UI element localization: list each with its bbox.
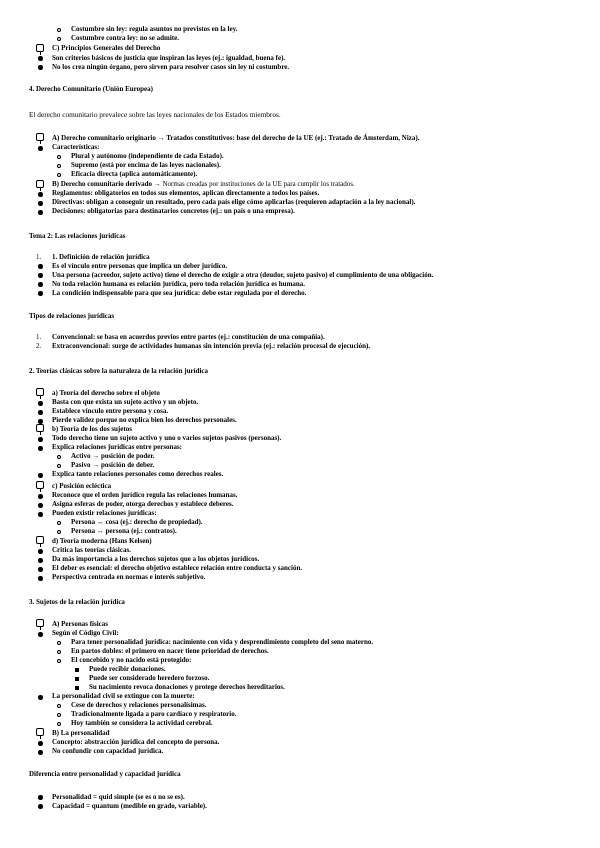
bullet [38, 56, 43, 61]
circle-bullet [57, 530, 61, 534]
circle-bullet [57, 521, 61, 525]
bullet [38, 804, 43, 809]
list-item: Puede ser considerado heredero forzoso. [89, 674, 210, 682]
checkbox-icon [36, 536, 44, 544]
bullet [38, 567, 43, 572]
checkbox-icon [36, 180, 44, 188]
list-item: Critica las teorías clásicas. [52, 546, 131, 554]
list-item: Costumbre sin ley: regula asuntos no previstos en la ley. [71, 25, 238, 33]
list-item: Reconoce que el orden jurídico regula las relaciones humanas. [52, 491, 238, 499]
list-item: Concepto: abstracción jurídica del concepto de persona. [52, 738, 220, 746]
list-item: Pierde validez porque no explica bien los derechos personales. [52, 416, 237, 424]
bullet [38, 632, 43, 637]
circle-bullet [57, 37, 61, 41]
list-item: Para tener personalidad jurídica: nacimiento con vida y desprendimiento completo del seno materno. [71, 638, 374, 646]
paragraph: El derecho comunitario prevalece sobre las leyes nacionales de los Estados miembros. [29, 110, 281, 119]
list-item: Explica relaciones jurídicas entre personas: [52, 443, 183, 451]
circle-bullet [57, 704, 61, 708]
bullet [38, 65, 43, 70]
bullet [38, 695, 43, 700]
circle-bullet [57, 455, 61, 459]
list-item: Capacidad = quantum (medible en grado, variable). [52, 802, 207, 810]
list-item: La condición indispensable para que sea jurídica: debe estar regulada por el derecho. [52, 289, 307, 297]
list-number: 1. [36, 333, 42, 341]
bullet [38, 446, 43, 451]
subsection-heading: A) Personas físicas [52, 620, 108, 628]
list-number: 1. [36, 253, 42, 261]
list-item: Decisiones: obligatorias para destinatarios concretos (ej.: un país o una empresa). [52, 207, 295, 215]
list-item: Pueden existir relaciones jurídicas: [52, 509, 157, 517]
list-item: Hoy también se considera la actividad cerebral. [71, 719, 213, 727]
list-item: Cese de derechos y relaciones personalísimas. [71, 701, 207, 709]
circle-bullet [57, 173, 61, 177]
list-item: Perspectiva centrada en normas e interés subjetivo. [52, 573, 206, 581]
circle-bullet [57, 464, 61, 468]
list-item: Puede recibir donaciones. [89, 665, 166, 673]
bullet [38, 503, 43, 508]
list-item: Costumbre contra ley: no se admite. [71, 34, 179, 42]
subsection-heading: B) Derecho comunitario derivado → Normas creadas por instituciones de la UE para cumplir los tratados. [52, 180, 355, 188]
subsection-heading: B) La personalidad [52, 729, 110, 737]
bullet [38, 146, 43, 151]
square-bullet [75, 668, 79, 672]
list-item: Pasivo → posición de deber. [71, 461, 155, 469]
list-item: Según el Código Civil: [52, 629, 119, 637]
list-number: 2. [36, 342, 42, 350]
bullet [38, 419, 43, 424]
list-item: No los crea ningún órgano, pero sirven para resolver casos sin ley ni costumbre. [52, 63, 290, 71]
checkbox-icon [36, 619, 44, 627]
list-item: Su nacimiento revoca donaciones y protege derechos hereditarios. [89, 683, 285, 691]
subsection-heading: C) Principios Generales del Derecho [52, 44, 161, 52]
circle-bullet [57, 28, 61, 32]
list-item: No confundir con capacidad jurídica. [52, 747, 164, 755]
circle-bullet [57, 650, 61, 654]
list-item: Da más importancia a los derechos sujetos que a los objetos jurídicos. [52, 555, 260, 563]
checkbox-icon [36, 481, 44, 489]
list-item: En partos dobles: el primero en nacer tiene prioridad de derechos. [71, 647, 269, 655]
checkbox-icon [36, 424, 44, 432]
bullet [38, 512, 43, 517]
section-title: Tema 2: Las relaciones jurídicas [29, 232, 126, 240]
bullet [38, 192, 43, 197]
section-title: 4. Derecho Comunitario (Unión Europea) [29, 85, 153, 93]
circle-bullet [57, 164, 61, 168]
list-item: Es el vínculo entre personas que implica un deber jurídico. [52, 262, 228, 270]
section-title: 2. Teorías clásicas sobre la naturaleza de la relación jurídica [29, 367, 209, 375]
bullet [38, 401, 43, 406]
list-item: Características: [52, 143, 100, 151]
list-item: Establece vínculo entre persona y cosa. [52, 407, 169, 415]
checkbox-icon [36, 388, 44, 396]
checkbox-icon [36, 728, 44, 736]
list-item: Son criterios básicos de justicia que inspiran las leyes (ej.: igualdad, buena fe). [52, 54, 286, 62]
list-item: Persona ↔ cosa (ej.: derecho de propiedad). [71, 518, 203, 526]
bullet [38, 549, 43, 554]
subsection-heading: d) Teoría moderna (Hans Kelsen) [52, 537, 152, 545]
bullet [38, 210, 43, 215]
bullet [38, 273, 43, 278]
bullet [38, 473, 43, 478]
list-item: Una persona (acreedor, sujeto activo) tiene el derecho de exigir a otra (deudor, sujeto pasivo) el cumplimiento de una obligación. [52, 271, 434, 279]
subsection-heading: A) Derecho comunitario originario → Tratados constitutivos: base del derecho de la UE (ej.: Tratado de Ámsterdam, Niza). [52, 134, 420, 142]
bullet [38, 410, 43, 415]
list-item: Persona ↔ persona (ej.: contratos). [71, 527, 177, 535]
list-item: Explica tanto relaciones personales como derechos reales. [52, 470, 224, 478]
list-item: Basta con que exista un sujeto activo y un objeto. [52, 398, 199, 406]
list-item: Extraconvencional: surge de actividades humanas sin intención previa (ej.: relación procesal de ejecución). [52, 342, 371, 350]
circle-bullet [57, 713, 61, 717]
list-item: Reglamentos: obligatorios en todos sus elementos, aplican directamente a todos los países. [52, 189, 320, 197]
subsection-heading: b) Teoría de los dos sujetos [52, 425, 132, 433]
list-item: El deber es esencial: el derecho objetivo establece relación entre conducta y sanción. [52, 564, 303, 572]
list-item: El concebido y no nacido está protegido: [71, 656, 192, 664]
subsection-heading: a) Teoría del derecho sobre el objeto [52, 389, 160, 397]
bullet [38, 201, 43, 206]
list-item: Supremo (está por encima de las leyes nacionales). [71, 161, 221, 169]
list-item: La personalidad civil se extingue con la muerte: [52, 692, 195, 700]
list-item: Tradicionalmente ligada a paro cardíaco y respiratorio. [71, 710, 237, 718]
square-bullet [75, 677, 79, 681]
bullet [38, 437, 43, 442]
list-item: Directivas: obligan a conseguir un resultado, pero cada país elige cómo aplicarlas (requieren adaptación a la ley nacional). [52, 198, 416, 206]
list-item: No toda relación humana es relación jurídica, pero toda relación jurídica es humana. [52, 280, 306, 288]
circle-bullet [57, 659, 61, 663]
bullet [38, 795, 43, 800]
bullet [38, 494, 43, 499]
list-item: Plural y autónomo (independiente de cada Estado). [71, 152, 224, 160]
section-title: Diferencia entre personalidad y capacidad jurídica [29, 770, 181, 778]
list-item: Asigna esferas de poder, otorga derechos y establece deberes. [52, 500, 234, 508]
bullet [38, 576, 43, 581]
checkbox-icon [36, 44, 44, 52]
bullet [38, 741, 43, 746]
list-item: Personalidad = quid simple (se es o no se es). [52, 793, 185, 801]
bullet [38, 264, 43, 269]
list-item: Convencional: se basa en acuerdos previos entre partes (ej.: constitución de una compañía). [52, 333, 325, 341]
list-item: Todo derecho tiene un sujeto activo y uno o varios sujetos pasivos (personas). [52, 434, 282, 442]
bullet [38, 291, 43, 296]
bullet [38, 282, 43, 287]
circle-bullet [57, 155, 61, 159]
list-item: Activo → posición de poder. [71, 452, 155, 460]
circle-bullet [57, 722, 61, 726]
square-bullet [75, 686, 79, 690]
section-title: 3. Sujetos de la relación jurídica [29, 598, 125, 606]
bullet [38, 558, 43, 563]
bullet [38, 750, 43, 755]
list-item: Eficacia directa (aplica automáticamente). [71, 170, 198, 178]
checkbox-icon [36, 133, 44, 141]
subsection-heading: 1. Definición de relación jurídica [52, 253, 150, 261]
circle-bullet [57, 641, 61, 645]
subsection-heading: c) Posición ecléctica [52, 482, 112, 490]
section-title: Tipos de relaciones jurídicas [29, 312, 115, 320]
